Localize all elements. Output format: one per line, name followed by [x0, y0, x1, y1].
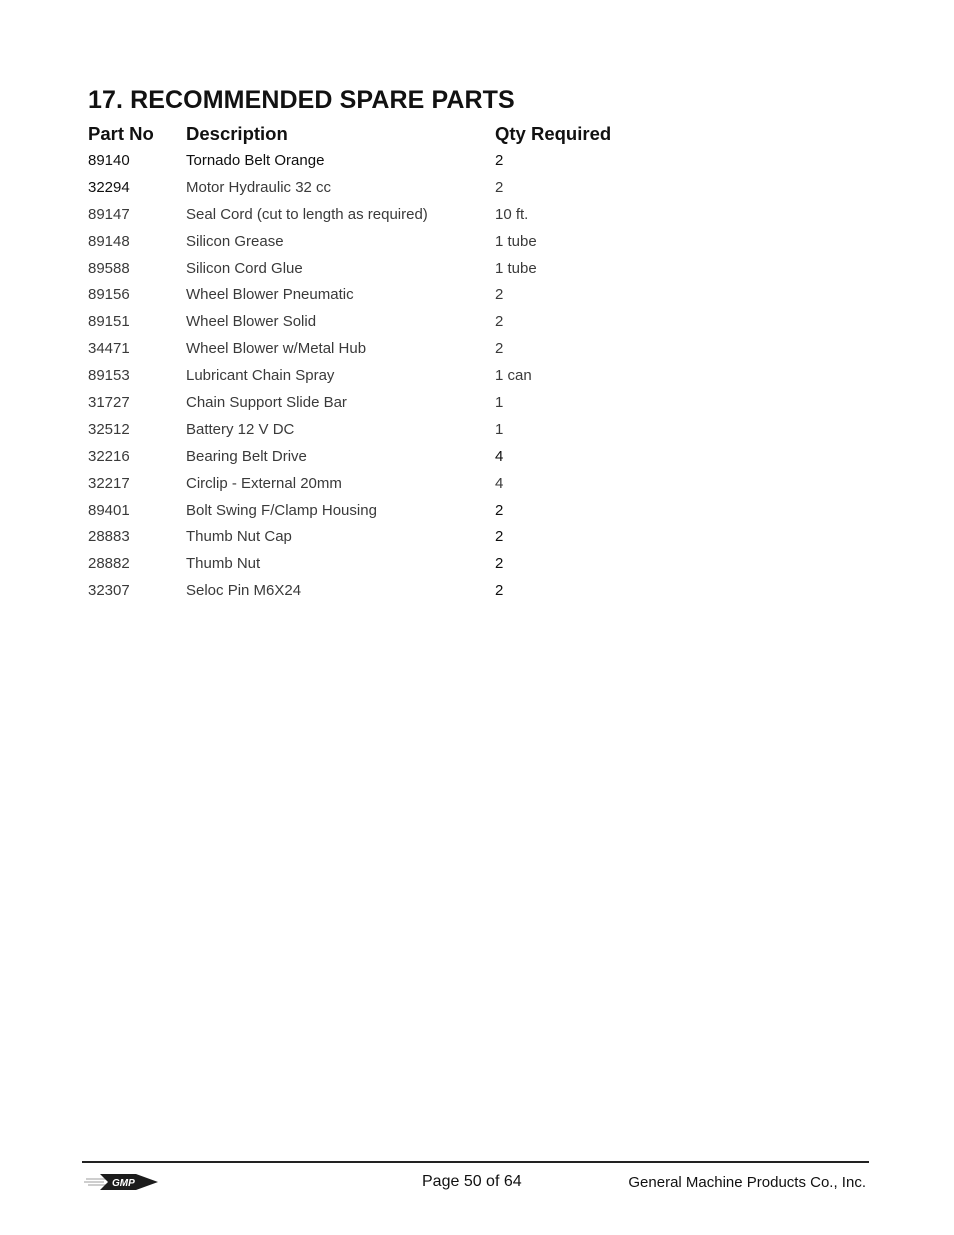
description-cell: Silicon Grease — [186, 232, 284, 250]
qty-cell: 2 — [495, 152, 504, 169]
part-no-cell: 89156 — [88, 286, 130, 304]
description-cell: Lubricant Chain Spray — [186, 367, 335, 385]
table-row — [88, 502, 788, 529]
table-row — [88, 421, 788, 448]
qty-cell: 1 — [495, 394, 504, 412]
qty-cell: 1 — [495, 420, 504, 438]
spare-parts-table — [88, 123, 788, 609]
part-no-cell: 32512 — [88, 420, 130, 438]
description-cell: Tornado Belt Orange — [186, 152, 325, 169]
description-cell: Wheel Blower Solid — [186, 313, 317, 331]
qty-cell: 2 — [495, 582, 504, 600]
header-qty-required: Qty Required — [495, 123, 612, 144]
part-no-cell: 28882 — [88, 555, 130, 573]
table-row — [88, 206, 788, 233]
table-row — [88, 367, 788, 394]
description-cell: Battery 12 V DC — [186, 420, 295, 438]
table-row — [88, 394, 788, 421]
table-row — [88, 475, 788, 502]
part-no-cell: 89147 — [88, 205, 130, 223]
section-title: 17. RECOMMENDED SPARE PARTS — [88, 86, 515, 114]
gmp-logo — [84, 1170, 160, 1194]
header-part-no: Part No — [88, 123, 154, 144]
part-no-cell: 32217 — [88, 474, 130, 492]
qty-cell: 1 tube — [495, 232, 537, 250]
part-no-cell: 89148 — [88, 232, 130, 250]
part-no-cell: 89588 — [88, 259, 130, 277]
qty-cell: 2 — [495, 340, 504, 358]
company-name: General Machine Products Co., Inc. — [628, 1174, 866, 1191]
part-no-cell: 89140 — [88, 152, 130, 169]
table-header-row — [88, 123, 788, 152]
description-cell: Thumb Nut Cap — [186, 528, 292, 546]
part-no-cell: 89153 — [88, 367, 130, 385]
qty-cell: 2 — [495, 286, 504, 304]
qty-cell: 2 — [495, 501, 504, 519]
table-row — [88, 313, 788, 340]
page-number: Page 50 of 64 — [422, 1173, 522, 1190]
qty-cell: 2 — [495, 528, 504, 546]
table-row — [88, 448, 788, 475]
description-cell: Bearing Belt Drive — [186, 447, 307, 465]
table-row — [88, 286, 788, 313]
qty-cell: 1 tube — [495, 259, 537, 277]
table-row — [88, 555, 788, 582]
qty-cell: 4 — [495, 474, 504, 492]
table-row — [88, 260, 788, 287]
description-cell: Bolt Swing F/Clamp Housing — [186, 501, 377, 519]
qty-cell: 2 — [495, 555, 504, 573]
qty-cell: 2 — [495, 178, 504, 196]
part-no-cell: 28883 — [88, 528, 130, 546]
part-no-cell: 89401 — [88, 501, 130, 519]
logo-text: GMP — [112, 1178, 135, 1189]
description-cell: Wheel Blower w/Metal Hub — [186, 340, 367, 358]
description-cell: Chain Support Slide Bar — [186, 394, 347, 412]
description-cell: Seal Cord (cut to length as required) — [186, 205, 428, 223]
qty-cell: 10 ft. — [495, 205, 529, 223]
part-no-cell: 32216 — [88, 447, 130, 465]
part-no-cell: 89151 — [88, 313, 130, 331]
qty-cell: 1 can — [495, 367, 532, 385]
table-row — [88, 179, 788, 206]
table-row — [88, 152, 788, 179]
footer-divider — [82, 1161, 869, 1163]
qty-cell: 2 — [495, 313, 504, 331]
table-row — [88, 340, 788, 367]
description-cell: Silicon Cord Glue — [186, 259, 303, 277]
table-row — [88, 528, 788, 555]
part-no-cell: 32294 — [88, 178, 130, 196]
table-row — [88, 582, 788, 609]
part-no-cell: 32307 — [88, 582, 130, 600]
description-cell: Thumb Nut — [186, 555, 261, 573]
part-no-cell: 34471 — [88, 340, 130, 358]
part-no-cell: 31727 — [88, 394, 130, 412]
table-row — [88, 233, 788, 260]
description-cell: Wheel Blower Pneumatic — [186, 286, 354, 304]
description-cell: Motor Hydraulic 32 cc — [186, 178, 332, 196]
logo-speed-lines — [84, 1179, 106, 1185]
description-cell: Circlip - External 20mm — [186, 474, 342, 492]
qty-cell: 4 — [495, 447, 504, 465]
description-cell: Seloc Pin M6X24 — [186, 582, 302, 600]
header-description: Description — [186, 123, 288, 144]
